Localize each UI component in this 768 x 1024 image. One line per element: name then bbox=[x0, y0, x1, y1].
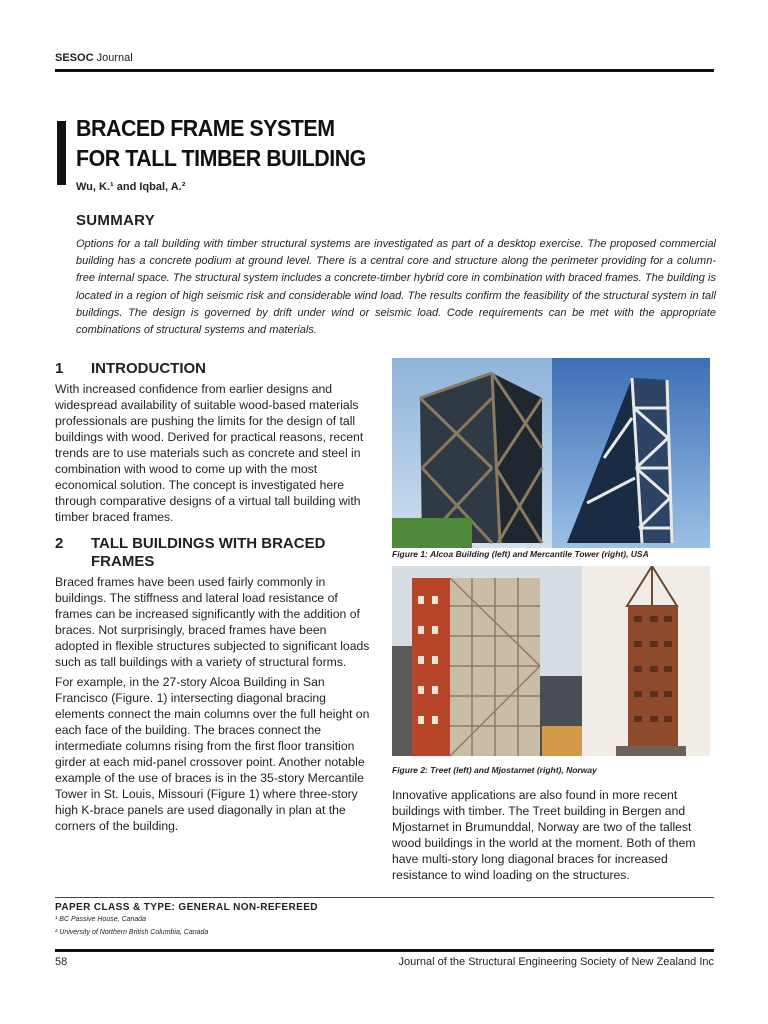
section-2-text bbox=[55, 574, 370, 834]
figure-1-image bbox=[392, 358, 710, 548]
footnote-1: ¹ BC Passive House, Canada bbox=[55, 916, 147, 923]
section-2-paragraph: For example, in the 27-story Alcoa Building in San Francisco (Figure. 1) intersecting diagonal bracing elements connect the main columns over the full height on each face of the building. The braces connect the intermediate columns rising from the first floor transition girder at each mid-panel crossover point. Another notable example of the use of braces is in the 35-story Mercantile Tower in St. Louis, Missouri (Figure 1) where three-story high K-brace panels are used diagonally in plan at the corners of the building. bbox=[55, 675, 370, 833]
header-rule bbox=[55, 69, 714, 72]
figure-2-caption: Figure 2: Treet (left) and Mjostarnet (right), Norway bbox=[392, 765, 597, 775]
figure-2-image bbox=[392, 566, 710, 756]
footnote-2: ² University of Northern British Columbia, Canada bbox=[55, 929, 209, 936]
footer-rule bbox=[55, 949, 714, 952]
journal-name: SESOC Journal bbox=[55, 52, 133, 64]
section-1-heading: 1 INTRODUCTION bbox=[55, 360, 206, 377]
authors: Wu, K.¹ and Iqbal, A.² bbox=[76, 181, 186, 193]
section-2-heading: 2 TALL BUILDINGS WITH BRACED FRAMES bbox=[55, 535, 326, 570]
title-accent-bar bbox=[57, 121, 66, 185]
page-number: 58 bbox=[55, 956, 68, 968]
paper-class: PAPER CLASS & TYPE: GENERAL NON-REFEREED bbox=[55, 902, 318, 913]
paper-class-rule bbox=[55, 897, 714, 898]
section-2-paragraph: Braced frames have been used fairly commonly in buildings. The stiffness and lateral load resistance of frames can be increased significantly with the addition of braces. Not surprisingly, braced frames have been adopted in flexible structures subjected to significant loads such as tall buildings with a variety of structural forms. bbox=[55, 575, 370, 669]
footer-journal: Journal of the Structural Engineering Society of New Zealand Inc bbox=[398, 956, 714, 968]
figure-1-caption: Figure 1: Alcoa Building (left) and Mercantile Tower (right), USA bbox=[392, 549, 649, 559]
summary-text: Options for a tall building with timber structural systems are investigated as part of a desktop exercise. The proposed commercial building has a concrete podium at ground level. There is a central core and structure along the perimeter providing for a column-free internal space. The structural system includes a concrete-timber hybrid core in combination with braced frames. The building is located in a region of high seismic risk and considerable wind load. The results confirm the feasibility of the structural system in tall buildings. The design is governed by drift under wind or seismic load. Code requirements can be met with the appropriate combinations of structural systems and materials. bbox=[76, 238, 716, 337]
section-1-text: With increased confidence from earlier designs and widespread availability of suitable wood-based materials professionals are pushing the limits for the design of tall buildings with wood. Derived for practical reasons, recent trends are to use materials such as concrete and steel in combination with wood to come up with the most economical solution. The concept is investigated here through comparative designs of a virtual tall building with timber braced frames. bbox=[55, 382, 364, 524]
section-2-continued: Innovative applications are also found in more recent buildings with timber. The Treet building in Bergen and Mjostarnet in Brumunddal, Norway are two of the tallest wood buildings in the world at the moment. Both of them have multi-story long diagonal braces for increased resistance to wind loading on the structures. bbox=[392, 788, 696, 882]
summary-heading: SUMMARY bbox=[76, 212, 156, 229]
paper-title: BRACED FRAME SYSTEM FOR TALL TIMBER BUILDING bbox=[76, 115, 366, 171]
